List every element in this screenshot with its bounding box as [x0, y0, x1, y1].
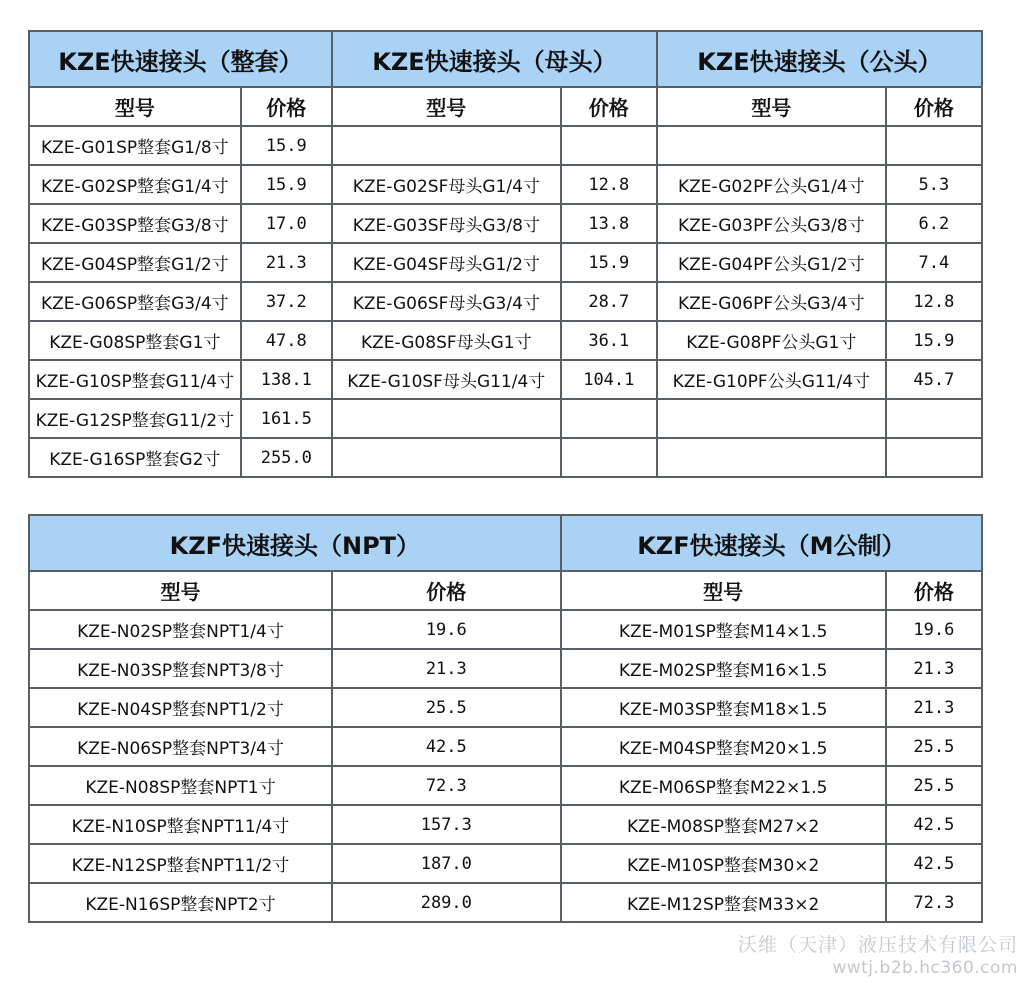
model-cell: KZE-N16SP整套NPT2寸	[29, 883, 332, 922]
price-cell	[886, 399, 982, 438]
table-row	[29, 282, 982, 321]
price-cell: 19.6	[332, 610, 561, 649]
column-header-price: 价格	[561, 87, 657, 126]
price-cell: 104.1	[561, 360, 657, 399]
top-price-table	[28, 30, 983, 478]
price-cell: 13.8	[561, 204, 657, 243]
price-cell: 42.5	[886, 805, 982, 844]
column-header-model: 型号	[657, 87, 886, 126]
table-title-kze-set: KZE快速接头（整套）	[29, 31, 332, 87]
model-cell: KZE-G16SP整套G2寸	[29, 438, 241, 477]
model-cell: KZE-G06PF公头G3/4寸	[657, 282, 886, 321]
model-cell: KZE-N10SP整套NPT11/4寸	[29, 805, 332, 844]
model-cell: KZE-G10SP整套G11/4寸	[29, 360, 241, 399]
price-cell: 45.7	[886, 360, 982, 399]
model-cell: KZE-G03PF公头G3/8寸	[657, 204, 886, 243]
price-cell: 21.3	[886, 649, 982, 688]
model-cell: KZE-G02PF公头G1/4寸	[657, 165, 886, 204]
model-cell: KZE-G12SP整套G11/2寸	[29, 399, 241, 438]
table-title-kze-male: KZE快速接头（公头）	[657, 31, 982, 87]
model-cell: KZE-M12SP整套M33×2	[561, 883, 886, 922]
model-cell: KZE-G08PF公头G1寸	[657, 321, 886, 360]
model-cell: KZE-M06SP整套M22×1.5	[561, 766, 886, 805]
model-cell: KZE-N12SP整套NPT11/2寸	[29, 844, 332, 883]
price-cell: 15.9	[886, 321, 982, 360]
model-cell: KZE-G08SF母头G1寸	[332, 321, 561, 360]
price-cell	[561, 438, 657, 477]
model-cell: KZE-N03SP整套NPT3/8寸	[29, 649, 332, 688]
watermark-url: wwtj.b2b.hc360.com	[832, 957, 1018, 978]
price-cell: 37.2	[241, 282, 332, 321]
column-header-price: 价格	[886, 87, 982, 126]
table-row	[29, 766, 982, 805]
price-cell: 12.8	[561, 165, 657, 204]
model-cell: KZE-G02SF母头G1/4寸	[332, 165, 561, 204]
model-cell: KZE-G01SP整套G1/8寸	[29, 126, 241, 165]
model-cell	[332, 126, 561, 165]
model-cell: KZE-G06SF母头G3/4寸	[332, 282, 561, 321]
price-cell: 161.5	[241, 399, 332, 438]
price-cell: 255.0	[241, 438, 332, 477]
price-cell: 72.3	[332, 766, 561, 805]
table-row	[29, 610, 982, 649]
model-cell: KZE-N06SP整套NPT3/4寸	[29, 727, 332, 766]
table-title-kzf-npt: KZF快速接头（NPT）	[29, 515, 561, 571]
table-row	[29, 883, 982, 922]
model-cell: KZE-M08SP整套M27×2	[561, 805, 886, 844]
model-cell: KZE-N02SP整套NPT1/4寸	[29, 610, 332, 649]
model-cell: KZE-G08SP整套G1寸	[29, 321, 241, 360]
price-cell: 17.0	[241, 204, 332, 243]
price-cell: 289.0	[332, 883, 561, 922]
table-row	[29, 204, 982, 243]
model-cell: KZE-G04PF公头G1/2寸	[657, 243, 886, 282]
price-cell: 157.3	[332, 805, 561, 844]
model-cell: KZE-M01SP整套M14×1.5	[561, 610, 886, 649]
price-cell: 25.5	[886, 766, 982, 805]
price-cell: 15.9	[241, 126, 332, 165]
price-cell: 12.8	[886, 282, 982, 321]
model-cell: KZE-M02SP整套M16×1.5	[561, 649, 886, 688]
price-cell: 25.5	[332, 688, 561, 727]
price-cell: 7.4	[886, 243, 982, 282]
price-cell: 36.1	[561, 321, 657, 360]
price-cell: 28.7	[561, 282, 657, 321]
model-cell	[657, 438, 886, 477]
table-row	[29, 438, 982, 477]
column-header-model: 型号	[332, 87, 561, 126]
price-cell: 15.9	[241, 165, 332, 204]
price-cell	[886, 438, 982, 477]
model-cell: KZE-G02SP整套G1/4寸	[29, 165, 241, 204]
table-row	[29, 165, 982, 204]
model-cell: KZE-N04SP整套NPT1/2寸	[29, 688, 332, 727]
price-cell: 21.3	[886, 688, 982, 727]
table-title-kze-female: KZE快速接头（母头）	[332, 31, 657, 87]
model-cell: KZE-G04SP整套G1/2寸	[29, 243, 241, 282]
price-cell	[561, 399, 657, 438]
price-cell: 21.3	[332, 649, 561, 688]
price-cell: 15.9	[561, 243, 657, 282]
model-cell: KZE-G03SF母头G3/8寸	[332, 204, 561, 243]
model-cell: KZE-G04SF母头G1/2寸	[332, 243, 561, 282]
price-cell: 42.5	[886, 844, 982, 883]
price-cell: 21.3	[241, 243, 332, 282]
table-row	[29, 649, 982, 688]
table-row	[29, 126, 982, 165]
price-cell: 5.3	[886, 165, 982, 204]
table-row	[29, 727, 982, 766]
price-cell: 6.2	[886, 204, 982, 243]
price-cell: 47.8	[241, 321, 332, 360]
price-cell	[561, 126, 657, 165]
column-header-price: 价格	[886, 571, 982, 610]
column-header-model: 型号	[29, 571, 332, 610]
table-row	[29, 805, 982, 844]
table-row	[29, 688, 982, 727]
price-cell	[886, 126, 982, 165]
model-cell	[332, 399, 561, 438]
price-cell: 187.0	[332, 844, 561, 883]
model-cell	[657, 126, 886, 165]
price-cell: 25.5	[886, 727, 982, 766]
watermark-company: 沃维（天津）液压技术有限公司	[737, 934, 1018, 956]
table-row	[29, 360, 982, 399]
watermark	[738, 934, 1018, 979]
column-header-price: 价格	[241, 87, 332, 126]
column-header-model: 型号	[561, 571, 886, 610]
model-cell: KZE-G10PF公头G11/4寸	[657, 360, 886, 399]
model-cell: KZE-G03SP整套G3/8寸	[29, 204, 241, 243]
price-cell: 138.1	[241, 360, 332, 399]
model-cell: KZE-N08SP整套NPT1寸	[29, 766, 332, 805]
table-row	[29, 844, 982, 883]
model-cell: KZE-M10SP整套M30×2	[561, 844, 886, 883]
model-cell: KZE-G06SP整套G3/4寸	[29, 282, 241, 321]
table-row	[29, 321, 982, 360]
price-cell: 42.5	[332, 727, 561, 766]
price-cell: 72.3	[886, 883, 982, 922]
model-cell	[332, 438, 561, 477]
table-title-kzf-metric: KZF快速接头（M公制）	[561, 515, 982, 571]
bottom-price-table	[28, 514, 983, 923]
model-cell: KZE-M04SP整套M20×1.5	[561, 727, 886, 766]
column-header-model: 型号	[29, 87, 241, 126]
model-cell: KZE-G10SF母头G11/4寸	[332, 360, 561, 399]
table-row	[29, 399, 982, 438]
price-cell: 19.6	[886, 610, 982, 649]
column-header-price: 价格	[332, 571, 561, 610]
model-cell: KZE-M03SP整套M18×1.5	[561, 688, 886, 727]
model-cell	[657, 399, 886, 438]
table-row	[29, 243, 982, 282]
